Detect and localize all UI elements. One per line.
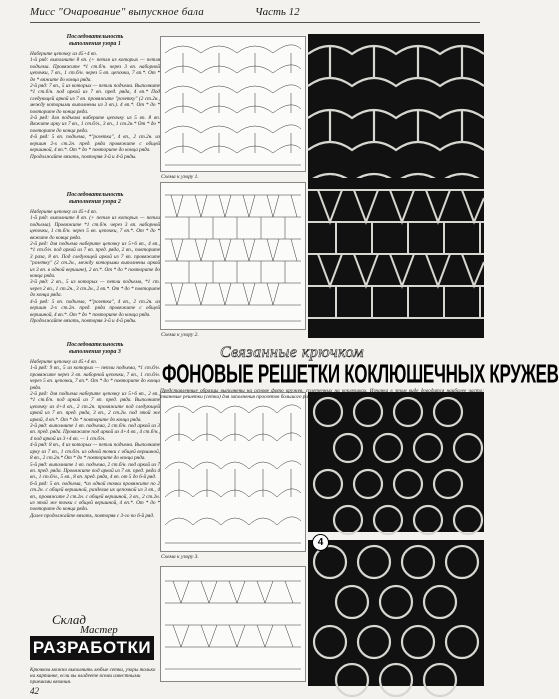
section-body: Наберите цепочку из 45+4 вп. 1-й ряд: 9 вп., 5 из которых — петли подъема, *1 ст.б/н. провяжите через 3 вп. наборной цепочки, 7 вп., 1 ст.б/н. через 5 вп. цепочки, 7 вп.*. От * до * повторите до конца ряда. 2-й ряд: для подъема наберите цепочку из 5+6 вп., 2 вп., *1 ст.б/н. под аркой из 7 вп. пред. ряда. Выполните цепочку из 4+4 вп., 2 ст.2н. провяжите под следующей аркой из 7 вп. пред. ряда, 3 вп., 2 ст.2н. под этой же аркой, 4 вп.*. От * до * повторите до конца ряда. 3-й ряд: выполните 1 вп. подъема, 2 ст.б/н. под аркой из 3 вп. пред. ряда. Провяжите под аркой из 4+4 вп., 4 ст.б/н., 4 под аркой из 3+4 вп. — 1 ст.б/н. 4-й ряд: 8 вп., 4 из которых — петли подъема. Выполните арку из 7 вп., 1 ст.б/н. из одной точки с общей вершиной, 8 вп., 2 ст.2н.* От * до * повторите до конца ряда. 5-й ряд: выполните 1 вп. подъема, 2 ст.б/н. под аркой из 7 вп. пред. ряда. Провяжите под аркой из 7 вп. пред. ряда 4 вп., 1 ст.б/н., 5 вп., 8 вп. пред. ряда, 4 вп. от 5 до 6-й ряд. 6-й ряд: 5 вп. подъема, *из одной точки провяжите по 2 ст.2н. с общей вершиной, разделив их цепочкой из 3 вп., 4 вп., провяжите 2 ст.2н. с общей вершиной, 3 вп., 2 ст.2н. из этой же точки с общей вершиной, 4 вп.*. От * до * повторите до конца ряда. Далее продолжайте вязать, повторяя с 3-го по 6-й ряд. xyxy=(30,359,160,519)
lace-photo-4 xyxy=(308,540,484,686)
footnote-text: Крючком можно выполнить любые сетки, узоры только на картинке, если вы владеете всеми известными приемами вязания. xyxy=(30,667,156,686)
section-body: Наберите цепочку из 45+4 вп. 1-й ряд: выполните 8 вп. (+ петля из которых — петли подъема). Провяжите *1 ст.б/н. через 3 вп. наборной цепочки, 1 ст.б/н. через 5 вп. цепочки, 7 вп.*. От * до * вяжите до конца ряда. 2-й ряд: для подъема наберите цепочку из 5+6 вп., 4 вп., *1 ст.б/н. под аркой из 7 вп. пред. ряда, 2 вп., повторите 3 раза, 8 вп. Под следующей аркой из 7 вп. провяжите "розетку" (2 ст.2н., между которыми выполнены аркой из 3 вп. в одной вершине), 2 вп.*. От * до * повторите до конца ряда. 3-й ряд: 2 вп., 5 из которых — петли подъема, *1 ст. через 2 вп., 1 ст.2н., 3 ст.2н., 2 вп.*. От * до * повторите до конца ряда. 4-й ряд: 5 вп. подъема, *"розетка", 4 вп., 2 ст.2н. из вершин 2-х ст.2н. пред. ряда провяжите с общей вершиной, 4 вп.*. От * до * повторите до конца ряда. Продолжайте вязать, повторяя 3-й и 4-й ряды. xyxy=(30,209,160,324)
chart-caption: Схема к узору 3. xyxy=(161,554,199,560)
section-body: Наберите цепочку из 45+4 вп. 1-й ряд: выполните 8 вп. (+ петля из которых — петля подъема. Провяжите *1 ст.б/н. через 3 вп. наборной цепочки, 7 вп., 1 ст.б/н. через 5 вп. цепочки, 7 вп.*. От * до * вяжите до конца ряда. 2-й ряд: 7 вп., 5 из которых — петли подъема. Выполните *1 ст.б/н. под аркой из 7 вп. пред. ряда, 4 вп.* Под следующей аркой из 7 вп. провяжите "розетку" (2 ст.2н., между которыми выполнены из 3 вп.). 4 вп.*. От * до * повторите до конца ряда. 3-й ряд: для подъема наберите цепочку из 5 вп. 8 вп. Вяжите арку из 7 вп., 1 ст.б/н., 3 вп., 1 ст.2н.* От * до * повторите до конца ряда. 4-й ряд: 5 вп. подъема, *"розетка", 4 вп., 2 ст.2н. из вершин 2-х ст.2н. пред. ряда провяжите с общей вершиной, 4 вп.*. От * до * повторите до конца ряда. Продолжайте вязать, повторяя 3-й и 4-й ряды. xyxy=(30,51,160,160)
crochet-chart-1 xyxy=(160,36,306,180)
pattern-3-instructions xyxy=(30,342,160,519)
pattern-1-instructions xyxy=(30,34,160,160)
magazine-title: Мисс "Очарование" выпускное бала xyxy=(30,6,204,18)
crochet-chart-2 xyxy=(160,182,306,338)
logo-top-text: Склад xyxy=(52,612,86,627)
headline-script: Связанные крючком xyxy=(220,344,365,361)
chart-2-diagram xyxy=(161,183,305,329)
pattern-2-instructions xyxy=(30,192,160,324)
crochet-chart-3 xyxy=(160,392,306,560)
section-title: Последовательность выполнения узора 1 xyxy=(66,34,124,47)
part-label: Часть 12 xyxy=(255,6,300,18)
chart-caption: Схема к узору 1. xyxy=(161,174,199,180)
lace-photo-3 xyxy=(308,392,484,532)
chart-caption: Схема к узору 2. xyxy=(161,332,199,338)
chart-3-diagram xyxy=(161,393,305,551)
section-logo xyxy=(30,612,154,667)
lace-photo-1 xyxy=(308,34,484,184)
section-title: Последовательность выполнения узора 2 xyxy=(66,192,124,205)
headline-main: ФОНОВЫЕ РЕШЕТКИ КОКЛЮШЕЧНЫХ КРУЖЕВ xyxy=(162,360,559,389)
logo-mid-text: Мастер xyxy=(80,624,118,636)
crochet-chart-4 xyxy=(160,566,306,682)
chart-4-diagram xyxy=(161,567,305,681)
page-header xyxy=(30,6,480,23)
logo-banner: РАЗРАБОТКИ xyxy=(30,636,154,660)
section-title: Последовательность выполнения узора 3 xyxy=(66,342,124,355)
intro-text: Представленные образцы выполнены на основе фото кружев, сплетенных на коклюшках. Изнанка в этом виде доводится наиболее часто: тканевые решетки (сетки) для заполнения просветов большого размера. xyxy=(160,388,484,401)
lace-photo-2 xyxy=(308,178,484,338)
page-number: 42 xyxy=(30,686,39,696)
pattern-number-badge-4: 4 xyxy=(312,534,329,551)
chart-1-diagram xyxy=(161,37,305,171)
